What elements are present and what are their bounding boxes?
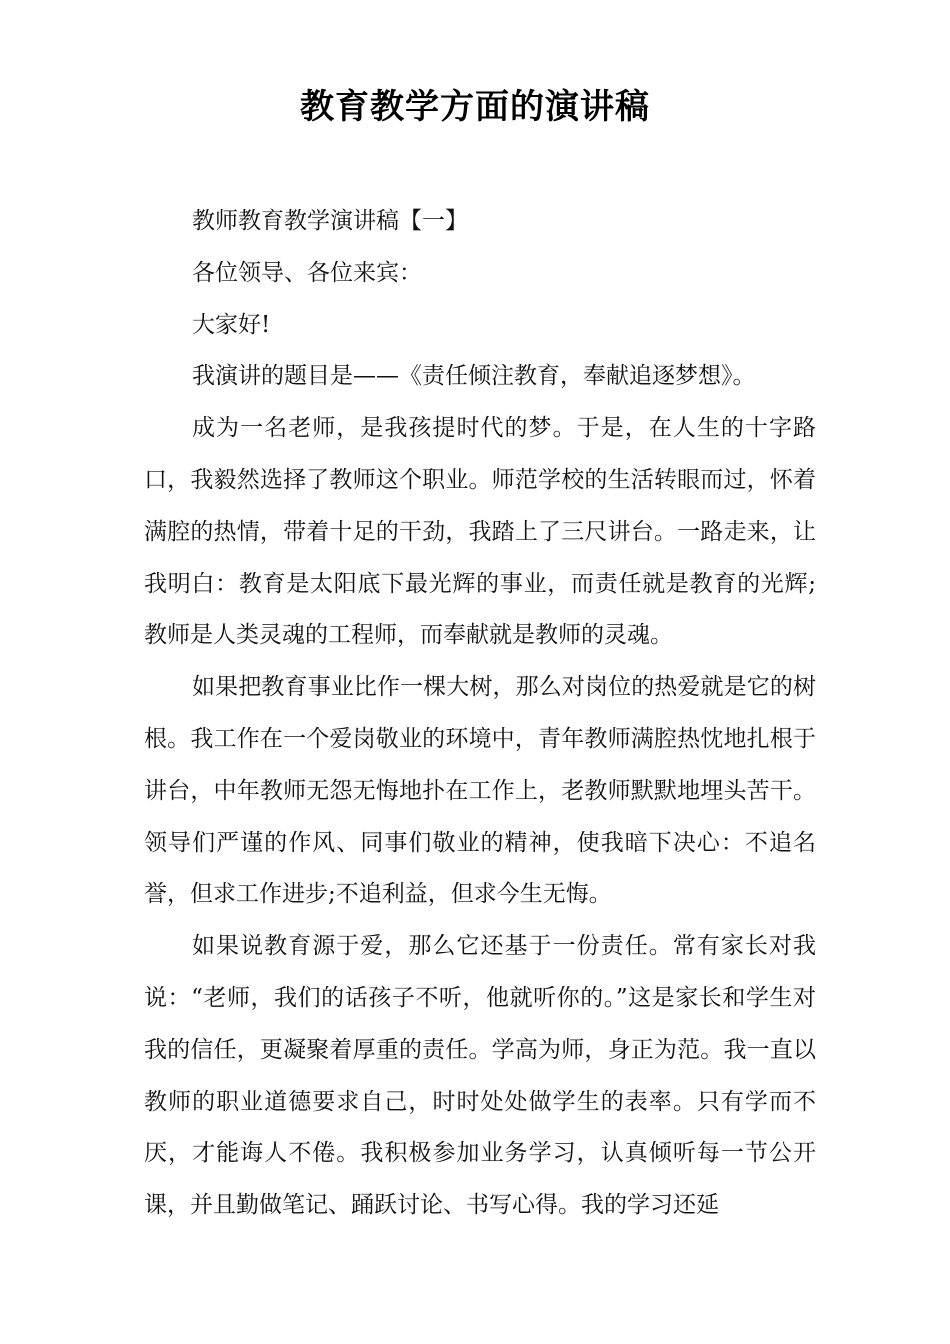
body-paragraph: 如果把教育事业比作一棵大树，那么对岗位的热爱就是它的树根。我工作在一个爱岗敬业的环境中，青年教师满腔热忱地扎根于讲台，中年教师无怨无悔地扑在工作上，老教师默默地埋头苦干。领导们严谨的作风、同事们敬业的精神，使我暗下决心：不追名誉，但求工作进步;不追利益，但求今生无悔。 [144, 674, 816, 908]
greeting: 大家好! [192, 311, 271, 338]
salutation: 各位领导、各位来宾： [192, 259, 422, 286]
document-body [144, 196, 816, 1232]
section-heading: 教师教育教学演讲稿【一】 [192, 208, 468, 234]
body-paragraph: 成为一名老师，是我孩提时代的梦。于是，在人生的十字路口，我毅然选择了教师这个职业。师范学校的生活转眼而过，怀着满腔的热情，带着十足的干劲，我踏上了三尺讲台。一路走来，让我明白：教育是太阳底下最光辉的事业，而责任就是教育的光辉;教师是人类灵魂的工程师，而奉献就是教师的灵魂。 [144, 415, 816, 649]
speech-topic: 我演讲的题目是——《责任倾注教育，奉献追逐梦想》。 [192, 363, 756, 390]
document-title: 教育教学方面的演讲稿 [300, 87, 650, 127]
body-paragraph: 如果说教育源于爱，那么它还基于一份责任。常有家长对我说：“老师，我们的话孩子不听，他就听你的。”这是家长和学生对我的信任，更凝聚着厚重的责任。学高为师，身正为范。我一直以教师的职业道德要求自己，时时处处做学生的表率。只有学而不厌，才能诲人不倦。我积极参加业务学习，认真倾听每一节公开课，并且勤做笔记、踊跃讨论、书写心得。我的学习还延 [144, 933, 816, 1219]
